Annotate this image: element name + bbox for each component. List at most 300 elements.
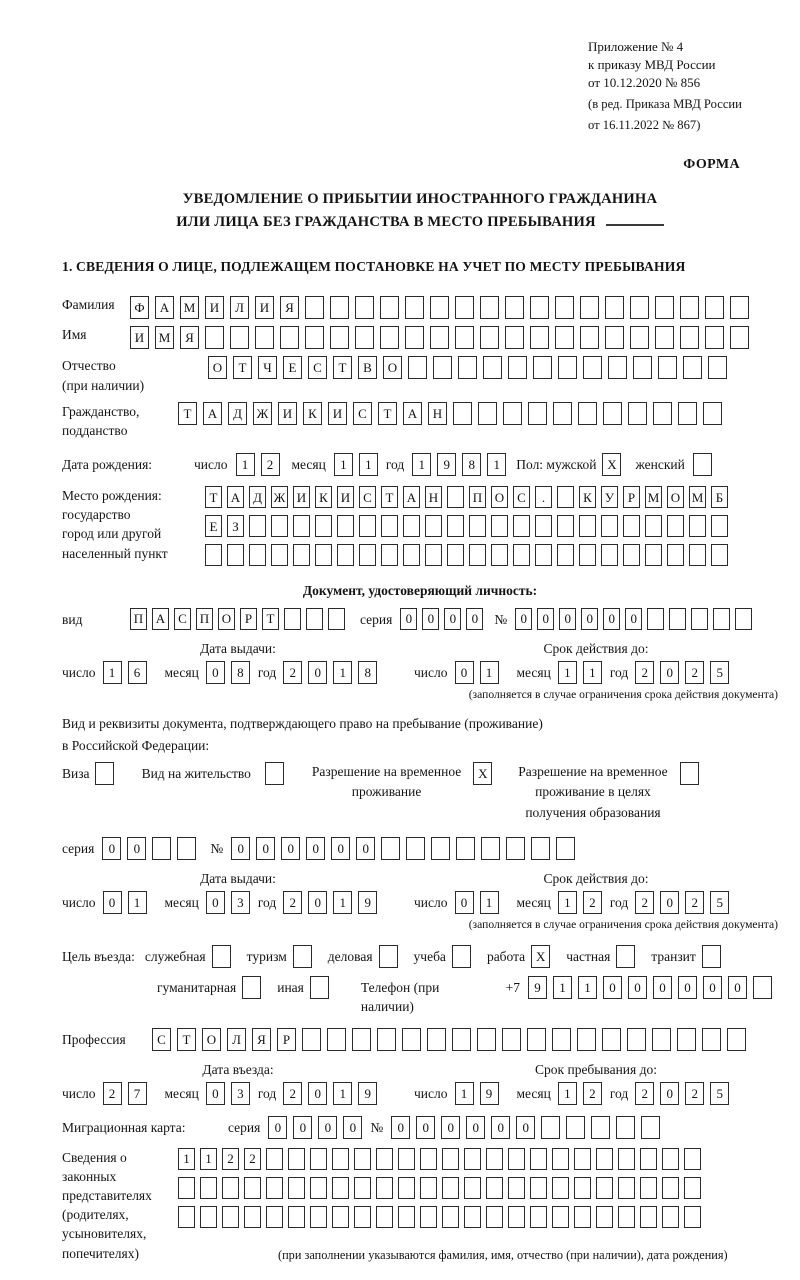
char-box[interactable] <box>711 515 728 537</box>
char-box[interactable]: 0 <box>603 976 622 999</box>
char-box[interactable] <box>618 1206 635 1228</box>
char-box[interactable] <box>577 1028 596 1051</box>
doc-valid-year[interactable] <box>635 661 735 684</box>
char-box[interactable] <box>177 837 196 860</box>
char-box[interactable] <box>486 1177 503 1199</box>
char-box[interactable] <box>452 1028 471 1051</box>
char-box[interactable]: 3 <box>231 1082 250 1105</box>
char-box[interactable]: 0 <box>356 837 375 860</box>
doc-series-input[interactable] <box>400 608 488 630</box>
char-box[interactable]: 2 <box>283 891 302 914</box>
char-box[interactable]: 0 <box>515 608 532 630</box>
char-box[interactable] <box>355 326 374 349</box>
char-box[interactable]: Д <box>249 486 266 508</box>
char-box[interactable]: 1 <box>359 453 378 476</box>
char-box[interactable] <box>327 1028 346 1051</box>
entry-day[interactable] <box>103 1082 153 1105</box>
char-box[interactable]: 0 <box>466 1116 485 1139</box>
char-box[interactable] <box>633 356 652 379</box>
char-box[interactable] <box>708 356 727 379</box>
char-box[interactable] <box>702 1028 721 1051</box>
char-box[interactable]: 2 <box>635 661 654 684</box>
char-box[interactable]: Ж <box>253 402 272 425</box>
guardians-input-line1[interactable] <box>178 1148 728 1170</box>
char-box[interactable]: 9 <box>528 976 547 999</box>
char-box[interactable]: 7 <box>128 1082 147 1105</box>
char-box[interactable] <box>579 515 596 537</box>
char-box[interactable]: 1 <box>128 891 147 914</box>
char-box[interactable] <box>513 515 530 537</box>
char-box[interactable]: X <box>602 453 621 476</box>
char-box[interactable]: 0 <box>308 891 327 914</box>
doc-issue-day[interactable] <box>103 661 153 684</box>
char-box[interactable] <box>455 296 474 319</box>
permit-number-input[interactable] <box>231 837 581 860</box>
char-box[interactable] <box>669 608 686 630</box>
char-box[interactable]: 2 <box>583 891 602 914</box>
char-box[interactable] <box>265 762 284 785</box>
char-box[interactable] <box>591 1116 610 1139</box>
char-box[interactable] <box>376 1206 393 1228</box>
patronymic-input[interactable] <box>208 356 733 379</box>
char-box[interactable]: 1 <box>558 1082 577 1105</box>
char-box[interactable]: 0 <box>206 1082 225 1105</box>
char-box[interactable]: 2 <box>635 891 654 914</box>
char-box[interactable]: Т <box>178 402 197 425</box>
char-box[interactable]: 0 <box>256 837 275 860</box>
char-box[interactable] <box>477 1028 496 1051</box>
char-box[interactable] <box>655 326 674 349</box>
char-box[interactable]: Н <box>425 486 442 508</box>
char-box[interactable] <box>730 296 749 319</box>
char-box[interactable] <box>442 1206 459 1228</box>
char-box[interactable] <box>255 326 274 349</box>
char-box[interactable] <box>379 945 398 968</box>
char-box[interactable]: 1 <box>558 661 577 684</box>
char-box[interactable] <box>580 296 599 319</box>
char-box[interactable] <box>667 544 684 566</box>
char-box[interactable] <box>244 1177 261 1199</box>
char-box[interactable] <box>310 1177 327 1199</box>
char-box[interactable] <box>354 1206 371 1228</box>
char-box[interactable] <box>596 1148 613 1170</box>
char-box[interactable]: 0 <box>516 1116 535 1139</box>
char-box[interactable]: 0 <box>281 837 300 860</box>
char-box[interactable] <box>640 1148 657 1170</box>
char-box[interactable]: С <box>152 1028 171 1051</box>
char-box[interactable]: 1 <box>200 1148 217 1170</box>
migcard-number-input[interactable] <box>391 1116 666 1139</box>
char-box[interactable] <box>480 296 499 319</box>
char-box[interactable]: 1 <box>333 1082 352 1105</box>
char-box[interactable] <box>530 326 549 349</box>
char-box[interactable]: 0 <box>660 891 679 914</box>
doc-issue-month[interactable] <box>206 661 256 684</box>
char-box[interactable]: 1 <box>333 661 352 684</box>
char-box[interactable] <box>431 837 450 860</box>
char-box[interactable] <box>486 1206 503 1228</box>
char-box[interactable]: А <box>227 486 244 508</box>
char-box[interactable] <box>230 326 249 349</box>
char-box[interactable]: И <box>328 402 347 425</box>
char-box[interactable]: 9 <box>358 1082 377 1105</box>
char-box[interactable]: 1 <box>480 891 499 914</box>
char-box[interactable] <box>678 402 697 425</box>
char-box[interactable]: 0 <box>728 976 747 999</box>
char-box[interactable] <box>249 515 266 537</box>
birthplace-input-line3[interactable] <box>205 544 733 566</box>
char-box[interactable]: М <box>180 296 199 319</box>
char-box[interactable] <box>680 762 699 785</box>
char-box[interactable]: 1 <box>583 661 602 684</box>
char-box[interactable]: 2 <box>583 1082 602 1105</box>
char-box[interactable] <box>442 1148 459 1170</box>
char-box[interactable] <box>653 402 672 425</box>
visa-checkbox[interactable] <box>95 762 120 785</box>
char-box[interactable] <box>605 296 624 319</box>
char-box[interactable]: 0 <box>318 1116 337 1139</box>
char-box[interactable]: Я <box>280 296 299 319</box>
surname-input[interactable] <box>130 296 755 319</box>
char-box[interactable]: 0 <box>293 1116 312 1139</box>
sex-male-checkbox[interactable] <box>602 453 627 476</box>
char-box[interactable]: И <box>255 296 274 319</box>
char-box[interactable] <box>702 945 721 968</box>
char-box[interactable] <box>310 1148 327 1170</box>
char-box[interactable] <box>420 1177 437 1199</box>
char-box[interactable] <box>508 1206 525 1228</box>
char-box[interactable]: Т <box>381 486 398 508</box>
char-box[interactable] <box>433 356 452 379</box>
char-box[interactable]: 2 <box>261 453 280 476</box>
char-box[interactable] <box>222 1177 239 1199</box>
char-box[interactable] <box>403 515 420 537</box>
char-box[interactable]: Т <box>233 356 252 379</box>
char-box[interactable] <box>430 326 449 349</box>
char-box[interactable] <box>528 402 547 425</box>
char-box[interactable] <box>618 1148 635 1170</box>
permit-valid-month[interactable] <box>558 891 608 914</box>
char-box[interactable] <box>447 486 464 508</box>
char-box[interactable]: Р <box>277 1028 296 1051</box>
char-box[interactable]: К <box>315 486 332 508</box>
char-box[interactable] <box>305 296 324 319</box>
char-box[interactable]: 0 <box>103 891 122 914</box>
char-box[interactable]: 0 <box>455 661 474 684</box>
char-box[interactable]: О <box>383 356 402 379</box>
char-box[interactable] <box>558 356 577 379</box>
char-box[interactable] <box>381 515 398 537</box>
char-box[interactable] <box>293 544 310 566</box>
char-box[interactable] <box>200 1177 217 1199</box>
char-box[interactable] <box>535 544 552 566</box>
char-box[interactable] <box>601 515 618 537</box>
char-box[interactable]: А <box>152 608 169 630</box>
char-box[interactable] <box>478 402 497 425</box>
char-box[interactable] <box>647 608 664 630</box>
char-box[interactable]: В <box>358 356 377 379</box>
char-box[interactable] <box>608 356 627 379</box>
char-box[interactable]: 1 <box>558 891 577 914</box>
char-box[interactable] <box>684 1148 701 1170</box>
char-box[interactable]: 0 <box>400 608 417 630</box>
char-box[interactable]: К <box>579 486 596 508</box>
char-box[interactable] <box>703 402 722 425</box>
char-box[interactable]: 1 <box>236 453 255 476</box>
char-box[interactable] <box>691 608 708 630</box>
char-box[interactable] <box>178 1177 195 1199</box>
char-box[interactable]: 1 <box>455 1082 474 1105</box>
char-box[interactable]: А <box>403 486 420 508</box>
char-box[interactable] <box>603 402 622 425</box>
char-box[interactable]: 1 <box>480 661 499 684</box>
char-box[interactable] <box>405 296 424 319</box>
char-box[interactable] <box>508 1148 525 1170</box>
char-box[interactable]: Я <box>180 326 199 349</box>
char-box[interactable] <box>574 1206 591 1228</box>
char-box[interactable]: С <box>359 486 376 508</box>
migcard-series-input[interactable] <box>268 1116 368 1139</box>
char-box[interactable] <box>178 1206 195 1228</box>
char-box[interactable] <box>398 1206 415 1228</box>
char-box[interactable] <box>553 402 572 425</box>
char-box[interactable]: Н <box>428 402 447 425</box>
char-box[interactable] <box>222 1206 239 1228</box>
char-box[interactable]: 0 <box>559 608 576 630</box>
char-box[interactable] <box>464 1177 481 1199</box>
char-box[interactable] <box>420 1206 437 1228</box>
char-box[interactable] <box>552 1206 569 1228</box>
stay-month[interactable] <box>558 1082 608 1105</box>
char-box[interactable] <box>332 1177 349 1199</box>
char-box[interactable]: 0 <box>268 1116 287 1139</box>
char-box[interactable]: 0 <box>581 608 598 630</box>
char-box[interactable]: 2 <box>283 661 302 684</box>
char-box[interactable] <box>557 486 574 508</box>
char-box[interactable] <box>530 296 549 319</box>
char-box[interactable]: 2 <box>685 661 704 684</box>
char-box[interactable] <box>579 544 596 566</box>
char-box[interactable] <box>618 1177 635 1199</box>
char-box[interactable] <box>280 326 299 349</box>
char-box[interactable]: 1 <box>412 453 431 476</box>
char-box[interactable]: 0 <box>660 661 679 684</box>
char-box[interactable] <box>541 1116 560 1139</box>
char-box[interactable] <box>662 1148 679 1170</box>
purpose-work-checkbox[interactable] <box>531 945 556 968</box>
char-box[interactable] <box>508 356 527 379</box>
char-box[interactable] <box>376 1148 393 1170</box>
residence-permit-checkbox[interactable] <box>265 762 290 785</box>
char-box[interactable] <box>557 515 574 537</box>
char-box[interactable] <box>212 945 231 968</box>
char-box[interactable] <box>453 402 472 425</box>
char-box[interactable]: . <box>535 486 552 508</box>
birthplace-input-line2[interactable] <box>205 515 733 537</box>
char-box[interactable]: О <box>491 486 508 508</box>
char-box[interactable]: 9 <box>437 453 456 476</box>
profession-input[interactable] <box>152 1028 752 1051</box>
char-box[interactable]: 0 <box>102 837 121 860</box>
char-box[interactable]: 9 <box>358 891 377 914</box>
char-box[interactable]: 2 <box>244 1148 261 1170</box>
char-box[interactable] <box>655 296 674 319</box>
stay-year[interactable] <box>635 1082 735 1105</box>
char-box[interactable] <box>95 762 114 785</box>
char-box[interactable] <box>354 1177 371 1199</box>
char-box[interactable]: Т <box>378 402 397 425</box>
char-box[interactable] <box>266 1148 283 1170</box>
doc-type-input[interactable] <box>130 608 350 630</box>
char-box[interactable] <box>480 326 499 349</box>
char-box[interactable]: 8 <box>462 453 481 476</box>
doc-issue-year[interactable] <box>283 661 383 684</box>
char-box[interactable]: 0 <box>422 608 439 630</box>
char-box[interactable] <box>513 544 530 566</box>
char-box[interactable] <box>481 837 500 860</box>
char-box[interactable] <box>483 356 502 379</box>
char-box[interactable] <box>469 515 486 537</box>
purpose-business-checkbox[interactable] <box>379 945 404 968</box>
char-box[interactable]: 0 <box>625 608 642 630</box>
char-box[interactable]: 0 <box>391 1116 410 1139</box>
char-box[interactable]: 0 <box>491 1116 510 1139</box>
char-box[interactable]: 1 <box>487 453 506 476</box>
char-box[interactable] <box>530 1177 547 1199</box>
char-box[interactable] <box>628 402 647 425</box>
char-box[interactable]: Л <box>230 296 249 319</box>
char-box[interactable] <box>380 326 399 349</box>
char-box[interactable] <box>505 326 524 349</box>
char-box[interactable] <box>332 1148 349 1170</box>
char-box[interactable] <box>200 1206 217 1228</box>
char-box[interactable]: 1 <box>333 891 352 914</box>
char-box[interactable]: 0 <box>127 837 146 860</box>
char-box[interactable]: 0 <box>466 608 483 630</box>
char-box[interactable] <box>555 326 574 349</box>
char-box[interactable] <box>455 326 474 349</box>
char-box[interactable] <box>580 326 599 349</box>
char-box[interactable] <box>506 837 525 860</box>
char-box[interactable] <box>486 1148 503 1170</box>
char-box[interactable]: 0 <box>660 1082 679 1105</box>
char-box[interactable]: 2 <box>635 1082 654 1105</box>
birth-year-input[interactable] <box>412 453 512 476</box>
char-box[interactable] <box>458 356 477 379</box>
char-box[interactable] <box>152 837 171 860</box>
char-box[interactable] <box>491 544 508 566</box>
char-box[interactable] <box>302 1028 321 1051</box>
char-box[interactable]: 0 <box>331 837 350 860</box>
char-box[interactable]: 6 <box>128 661 147 684</box>
doc-number-input[interactable] <box>515 608 757 630</box>
char-box[interactable] <box>293 945 312 968</box>
char-box[interactable] <box>447 544 464 566</box>
char-box[interactable]: Ф <box>130 296 149 319</box>
char-box[interactable]: А <box>155 296 174 319</box>
char-box[interactable]: П <box>196 608 213 630</box>
char-box[interactable] <box>677 1028 696 1051</box>
char-box[interactable] <box>288 1148 305 1170</box>
char-box[interactable]: С <box>513 486 530 508</box>
char-box[interactable] <box>271 544 288 566</box>
char-box[interactable] <box>420 1148 437 1170</box>
char-box[interactable] <box>602 1028 621 1051</box>
stay-day[interactable] <box>455 1082 505 1105</box>
char-box[interactable]: 0 <box>308 1082 327 1105</box>
char-box[interactable]: А <box>403 402 422 425</box>
char-box[interactable] <box>288 1206 305 1228</box>
char-box[interactable]: Е <box>283 356 302 379</box>
char-box[interactable] <box>405 326 424 349</box>
char-box[interactable]: О <box>208 356 227 379</box>
permit-series-input[interactable] <box>102 837 202 860</box>
char-box[interactable] <box>244 1206 261 1228</box>
char-box[interactable]: 0 <box>537 608 554 630</box>
char-box[interactable] <box>403 544 420 566</box>
char-box[interactable] <box>328 608 345 630</box>
char-box[interactable] <box>601 544 618 566</box>
char-box[interactable] <box>533 356 552 379</box>
char-box[interactable] <box>376 1177 393 1199</box>
char-box[interactable] <box>574 1148 591 1170</box>
char-box[interactable] <box>354 1148 371 1170</box>
birth-month-input[interactable] <box>334 453 384 476</box>
char-box[interactable]: 9 <box>480 1082 499 1105</box>
char-box[interactable]: Ч <box>258 356 277 379</box>
char-box[interactable] <box>735 608 752 630</box>
char-box[interactable] <box>727 1028 746 1051</box>
char-box[interactable] <box>583 356 602 379</box>
char-box[interactable]: С <box>308 356 327 379</box>
char-box[interactable] <box>442 1177 459 1199</box>
char-box[interactable]: С <box>353 402 372 425</box>
char-box[interactable]: Т <box>333 356 352 379</box>
char-box[interactable]: 5 <box>710 661 729 684</box>
phone-input[interactable] <box>528 976 778 999</box>
char-box[interactable]: 0 <box>206 661 225 684</box>
entry-month[interactable] <box>206 1082 256 1105</box>
char-box[interactable] <box>530 1206 547 1228</box>
char-box[interactable] <box>310 976 329 999</box>
char-box[interactable]: 1 <box>334 453 353 476</box>
char-box[interactable] <box>464 1206 481 1228</box>
char-box[interactable]: К <box>303 402 322 425</box>
char-box[interactable] <box>566 1116 585 1139</box>
guardians-input-line2[interactable] <box>178 1177 728 1199</box>
char-box[interactable]: А <box>203 402 222 425</box>
rvp-education-checkbox[interactable] <box>680 762 705 785</box>
char-box[interactable] <box>683 356 702 379</box>
char-box[interactable]: О <box>218 608 235 630</box>
char-box[interactable] <box>469 544 486 566</box>
char-box[interactable] <box>730 326 749 349</box>
char-box[interactable] <box>306 608 323 630</box>
citizenship-input[interactable] <box>178 402 728 425</box>
char-box[interactable] <box>452 945 471 968</box>
char-box[interactable]: 2 <box>222 1148 239 1170</box>
char-box[interactable] <box>578 402 597 425</box>
char-box[interactable]: И <box>205 296 224 319</box>
char-box[interactable]: 0 <box>343 1116 362 1139</box>
entry-year[interactable] <box>283 1082 383 1105</box>
char-box[interactable] <box>662 1206 679 1228</box>
char-box[interactable]: Т <box>205 486 222 508</box>
char-box[interactable] <box>249 544 266 566</box>
char-box[interactable] <box>337 544 354 566</box>
permit-valid-day[interactable] <box>455 891 505 914</box>
char-box[interactable] <box>425 515 442 537</box>
